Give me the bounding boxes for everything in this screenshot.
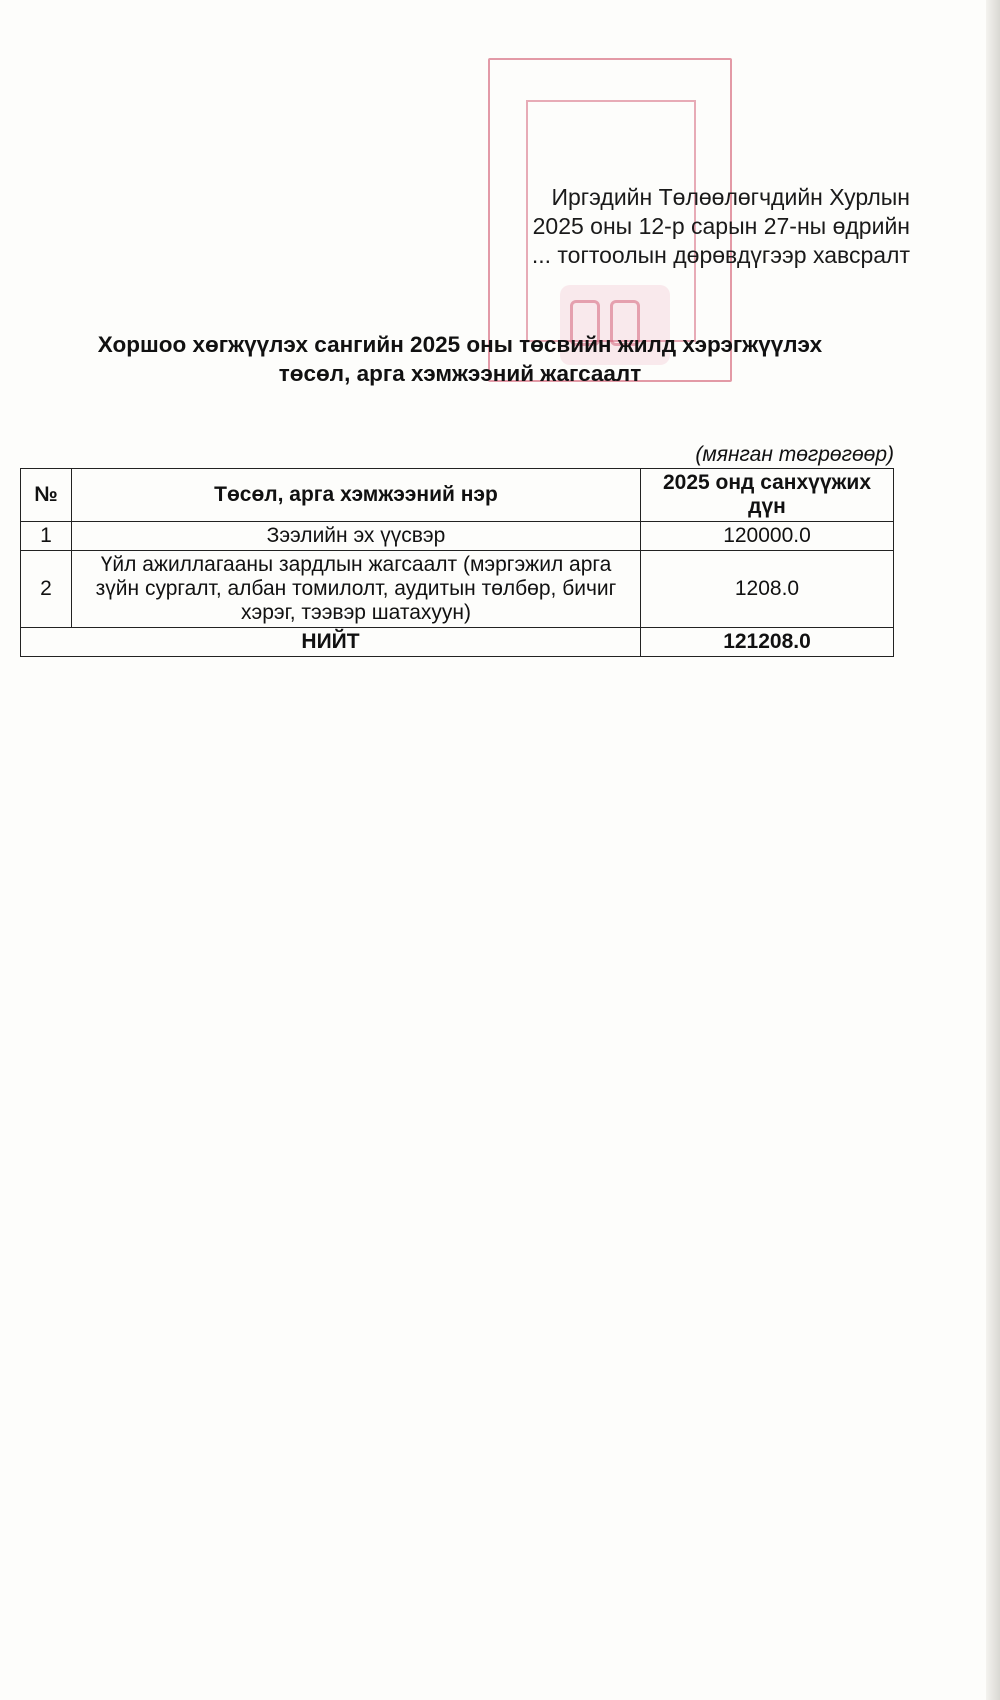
page-edge-shadow [986, 0, 1000, 1700]
table-header-row [21, 469, 894, 522]
header-name: Төсөл, арга хэмжээний нэр [72, 469, 641, 522]
annex-line-2: 2025 оны 12-р сарын 27-ны өдрийн [532, 213, 910, 239]
document-title [20, 330, 900, 388]
row-name: Үйл ажиллагааны зардлын жагсаалт (мэргэжил арга зүйн сургалт, албан томилолт, аудитын төлбөр, бичиг хэрэг, тээвэр шатахуун) [72, 551, 641, 628]
unit-note: (мянган төгрөгөөр) [695, 443, 894, 466]
header-amount: 2025 онд санхүүжих дүн [641, 469, 894, 522]
project-table [20, 468, 894, 657]
row-amount: 1208.0 [641, 551, 894, 628]
annex-reference [532, 183, 910, 270]
annex-line-1: Иргэдийн Төлөөлөгчдийн Хурлын [551, 184, 910, 210]
header-no: № [21, 469, 72, 522]
row-no: 1 [21, 522, 72, 551]
row-name: Зээлийн эх үүсвэр [72, 522, 641, 551]
title-line-1: Хоршоо хөгжүүлэх сангийн 2025 оны төсвийн жилд хэрэгжүүлэх [97, 332, 823, 357]
title-line-2: төсөл, арга хэмжээний жагсаалт [278, 361, 642, 386]
total-label: НИЙТ [21, 628, 641, 657]
table-row [21, 551, 894, 628]
total-amount: 121208.0 [641, 628, 894, 657]
table-row [21, 522, 894, 551]
annex-line-3: ... тогтоолын дөрөвдүгээр хавсралт [531, 242, 910, 268]
total-row [21, 628, 894, 657]
row-amount: 120000.0 [641, 522, 894, 551]
row-no: 2 [21, 551, 72, 628]
